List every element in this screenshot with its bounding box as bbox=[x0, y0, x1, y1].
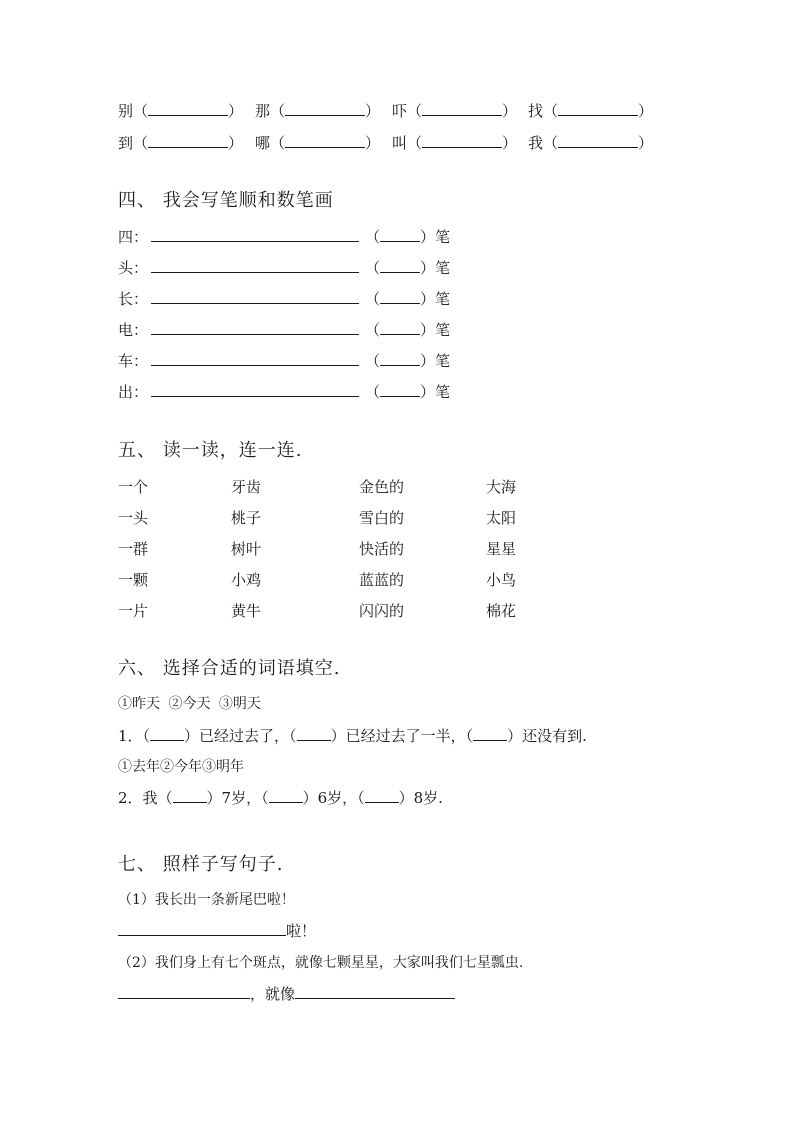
match-word[interactable]: 太阳 bbox=[486, 509, 517, 527]
answer-line-2: ，就像 bbox=[118, 984, 455, 1004]
match-word[interactable]: 棉花 bbox=[486, 602, 517, 620]
match-word[interactable]: 小鸡 bbox=[231, 571, 262, 589]
word-options: ①去年②今年③明年 bbox=[118, 759, 244, 775]
answer-blank[interactable] bbox=[558, 101, 638, 116]
match-word[interactable]: 树叶 bbox=[231, 540, 262, 558]
sentence-blank[interactable] bbox=[118, 921, 286, 936]
section-4-title: 四、 我会写笔顺和数笔画 bbox=[118, 190, 334, 211]
stroke-order-blank[interactable] bbox=[151, 289, 359, 304]
stroke-order-blank[interactable] bbox=[151, 351, 359, 366]
match-word[interactable]: 快活的 bbox=[359, 540, 405, 558]
example-sentence-1: （1）我长出一条新尾巴啦！ bbox=[118, 892, 295, 908]
char-blank-item: 吓（ ） bbox=[392, 102, 518, 120]
answer-blank[interactable] bbox=[285, 133, 365, 148]
match-word[interactable]: 一片 bbox=[118, 602, 149, 620]
answer-line-1: 啦！ bbox=[118, 921, 316, 941]
answer-blank[interactable] bbox=[150, 726, 184, 741]
match-word[interactable]: 一头 bbox=[118, 509, 149, 527]
stroke-order-blank[interactable] bbox=[151, 227, 359, 242]
match-word[interactable]: 星星 bbox=[486, 540, 517, 558]
match-word[interactable]: 蓝蓝的 bbox=[359, 571, 405, 589]
answer-blank[interactable] bbox=[558, 133, 638, 148]
char-blank-item: 找（ ） bbox=[528, 102, 654, 120]
stroke-row: 出： （ ）笔 bbox=[118, 383, 451, 401]
char-blank-item: 别（ ） bbox=[118, 102, 244, 120]
match-word[interactable]: 闪闪的 bbox=[359, 602, 405, 620]
match-word[interactable]: 一群 bbox=[118, 540, 149, 558]
match-word[interactable]: 大海 bbox=[486, 478, 517, 496]
char-blank-item: 叫（ ） bbox=[392, 134, 518, 152]
match-word[interactable]: 黄牛 bbox=[231, 602, 262, 620]
stroke-row: 四： （ ）笔 bbox=[118, 228, 451, 246]
stroke-row: 电： （ ）笔 bbox=[118, 321, 451, 339]
char-blank-item: 我（ ） bbox=[528, 134, 654, 152]
match-word[interactable]: 牙齿 bbox=[231, 478, 262, 496]
answer-blank[interactable] bbox=[297, 726, 331, 741]
match-word[interactable]: 一个 bbox=[118, 478, 149, 496]
match-word[interactable]: 小鸟 bbox=[486, 571, 517, 589]
char-blank-item: 那（ ） bbox=[255, 102, 381, 120]
answer-blank[interactable] bbox=[422, 133, 502, 148]
answer-blank[interactable] bbox=[148, 133, 228, 148]
char-blank-item: 哪（ ） bbox=[255, 134, 381, 152]
answer-blank[interactable] bbox=[148, 101, 228, 116]
stroke-order-blank[interactable] bbox=[151, 382, 359, 397]
section-7-title: 七、 照样子写句子. bbox=[118, 854, 284, 875]
fill-question-2: 2．我（ ）7岁，（ ）6岁，（ ）8岁. bbox=[118, 789, 443, 807]
stroke-count-blank[interactable] bbox=[380, 382, 420, 397]
answer-blank[interactable] bbox=[269, 788, 303, 803]
fill-question-1: 1．（ ）已经过去了，（ ）已经过去了一半，（ ）还没有到. bbox=[118, 727, 587, 745]
example-sentence-2: （2）我们身上有七个斑点，就像七颗星星，大家叫我们七星瓢虫. bbox=[118, 955, 524, 971]
stroke-row: 长： （ ）笔 bbox=[118, 290, 451, 308]
stroke-row: 头： （ ）笔 bbox=[118, 259, 451, 277]
stroke-row: 车： （ ）笔 bbox=[118, 352, 451, 370]
match-word[interactable]: 金色的 bbox=[359, 478, 405, 496]
char-blank-item: 到（ ） bbox=[118, 134, 244, 152]
section-5-title: 五、 读一读，连一连. bbox=[118, 440, 303, 461]
stroke-count-blank[interactable] bbox=[380, 351, 420, 366]
answer-blank[interactable] bbox=[285, 101, 365, 116]
answer-blank[interactable] bbox=[365, 788, 399, 803]
stroke-order-blank[interactable] bbox=[151, 258, 359, 273]
match-word[interactable]: 雪白的 bbox=[359, 509, 405, 527]
stroke-count-blank[interactable] bbox=[380, 289, 420, 304]
match-word[interactable]: 一颗 bbox=[118, 571, 149, 589]
match-word[interactable]: 桃子 bbox=[231, 509, 262, 527]
sentence-blank[interactable] bbox=[118, 984, 250, 999]
word-options: ①昨天 ②今天 ③明天 bbox=[118, 696, 261, 712]
sentence-blank[interactable] bbox=[295, 984, 455, 999]
answer-blank[interactable] bbox=[473, 726, 507, 741]
stroke-count-blank[interactable] bbox=[380, 258, 420, 273]
stroke-count-blank[interactable] bbox=[380, 227, 420, 242]
answer-blank[interactable] bbox=[422, 101, 502, 116]
stroke-order-blank[interactable] bbox=[151, 320, 359, 335]
section-6-title: 六、 选择合适的词语填空. bbox=[118, 658, 341, 679]
stroke-count-blank[interactable] bbox=[380, 320, 420, 335]
answer-blank[interactable] bbox=[173, 788, 207, 803]
